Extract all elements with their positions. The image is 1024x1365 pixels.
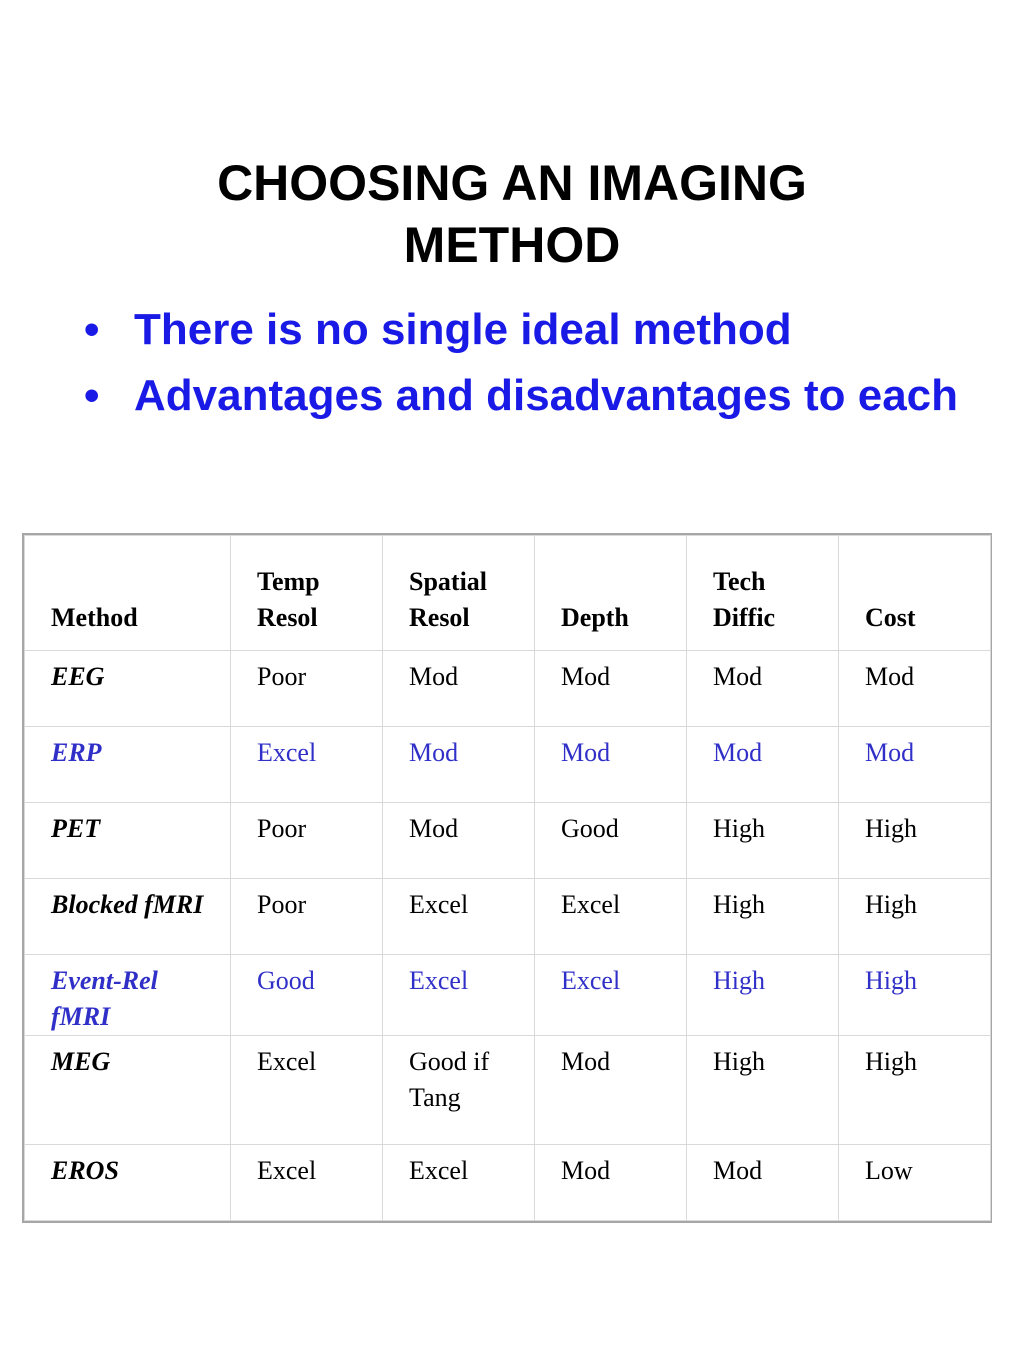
bullet-list	[80, 303, 960, 435]
header-tech-diffic: Tech Diffic	[687, 536, 839, 651]
cell-method: PET	[25, 803, 231, 879]
cell-spatial: Mod	[383, 651, 535, 727]
cell-depth: Good	[535, 803, 687, 879]
cell-spatial: Mod	[383, 803, 535, 879]
cell-spatial: Excel	[383, 1145, 535, 1221]
cell-temp: Poor	[231, 803, 383, 879]
cell-cost: High	[839, 1036, 991, 1145]
cell-cost: Mod	[839, 727, 991, 803]
header-depth: Depth	[535, 536, 687, 651]
cell-depth: Mod	[535, 1036, 687, 1145]
cell-tech: High	[687, 1036, 839, 1145]
cell-method: Blocked fMRI	[25, 879, 231, 955]
bullet-item	[80, 369, 960, 423]
title-line-2: METHOD	[403, 216, 621, 273]
cell-temp: Excel	[231, 1036, 383, 1145]
cell-temp: Poor	[231, 651, 383, 727]
cell-method: EEG	[25, 651, 231, 727]
cell-spatial: Excel	[383, 955, 535, 1036]
slide-title	[0, 152, 1024, 276]
cell-depth: Mod	[535, 651, 687, 727]
bullet-text: There is no single ideal method	[134, 305, 792, 354]
cell-cost: High	[839, 803, 991, 879]
bullet-text: Advantages and disadvantages to each	[134, 371, 959, 420]
cell-tech: Mod	[687, 1145, 839, 1221]
cell-temp: Poor	[231, 879, 383, 955]
table-header-row	[25, 536, 991, 651]
cell-temp: Good	[231, 955, 383, 1036]
cell-spatial: Good if Tang	[383, 1036, 535, 1145]
header-method: Method	[25, 536, 231, 651]
header-spatial-resol: Spatial Resol	[383, 536, 535, 651]
cell-cost: Low	[839, 1145, 991, 1221]
cell-depth: Mod	[535, 1145, 687, 1221]
table-row	[25, 955, 991, 1036]
cell-tech: Mod	[687, 651, 839, 727]
table-row	[25, 651, 991, 727]
comparison-table-container	[22, 533, 992, 1223]
table-row	[25, 1145, 991, 1221]
cell-depth: Mod	[535, 727, 687, 803]
cell-spatial: Excel	[383, 879, 535, 955]
cell-depth: Excel	[535, 955, 687, 1036]
table-row	[25, 803, 991, 879]
cell-method: MEG	[25, 1036, 231, 1145]
cell-method: ERP	[25, 727, 231, 803]
cell-method: EROS	[25, 1145, 231, 1221]
bullet-dot-icon: •	[84, 305, 100, 354]
cell-temp: Excel	[231, 1145, 383, 1221]
cell-cost: Mod	[839, 651, 991, 727]
cell-temp: Excel	[231, 727, 383, 803]
cell-spatial: Mod	[383, 727, 535, 803]
title-line-1: CHOOSING AN IMAGING	[217, 154, 807, 211]
cell-tech: High	[687, 803, 839, 879]
table-row	[25, 879, 991, 955]
cell-method: Event-Rel fMRI	[25, 955, 231, 1036]
bullet-dot-icon: •	[84, 371, 100, 420]
cell-cost: High	[839, 879, 991, 955]
cell-tech: Mod	[687, 727, 839, 803]
header-cost: Cost	[839, 536, 991, 651]
table-row	[25, 1036, 991, 1145]
bullet-item	[80, 303, 960, 357]
cell-depth: Excel	[535, 879, 687, 955]
cell-tech: High	[687, 955, 839, 1036]
cell-tech: High	[687, 879, 839, 955]
comparison-table	[24, 535, 991, 1221]
table-row	[25, 727, 991, 803]
cell-cost: High	[839, 955, 991, 1036]
header-temp-resol: Temp Resol	[231, 536, 383, 651]
